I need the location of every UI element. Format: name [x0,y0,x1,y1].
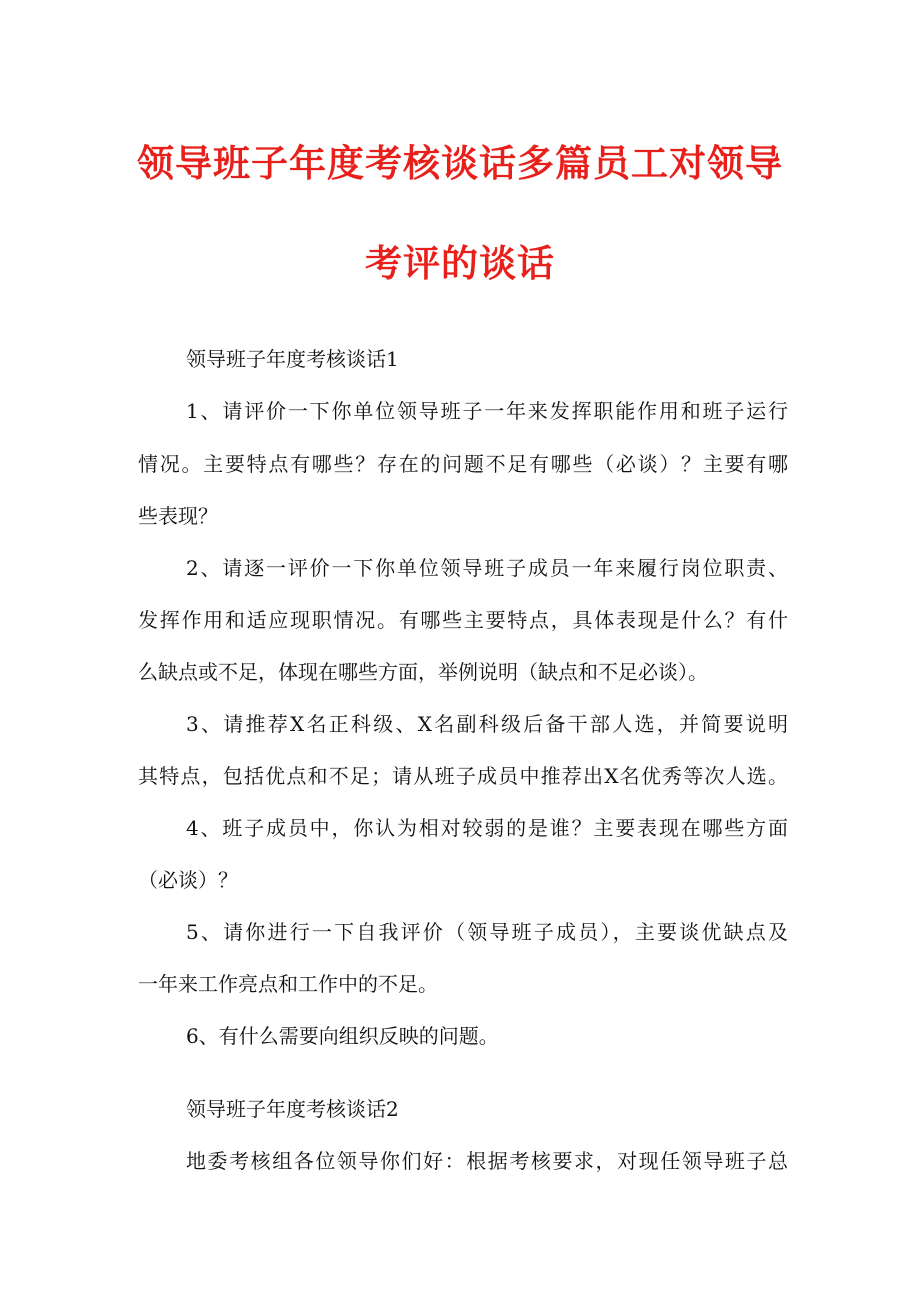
paragraph-line: 么缺点或不足，体现在哪些方面，举例说明（缺点和不足必谈）。 [138,660,708,684]
paragraph-line: 3、请推荐X名正科级、X名副科级后备干部人选，并简要说明 [186,712,788,736]
paragraph-line: 6、有什么需要向组织反映的问题。 [186,1024,499,1048]
paragraph-line: 些表现？ [138,504,218,528]
section-heading-2: 领导班子年度考核谈话2 [186,1097,399,1121]
paragraph-line: 情况。主要特点有哪些？存在的问题不足有哪些（必谈）？主要有哪 [138,452,788,476]
paragraph-line: 一年来工作亮点和工作中的不足。 [138,972,438,996]
paragraph-line: 发挥作用和适应现职情况。有哪些主要特点，具体表现是什么？有什 [138,608,788,632]
paragraph-line: 4、班子成员中，你认为相对较弱的是谁？主要表现在哪些方面 [186,816,788,840]
paragraph-line: （必谈）？ [138,868,238,892]
document-title-line-1: 领导班子年度考核谈话多篇员工对领导 [137,142,783,185]
document-title-line-2: 考评的谈话 [365,242,555,285]
paragraph-line: 5、请你进行一下自我评价（领导班子成员），主要谈优缺点及 [186,920,788,944]
section-heading-1: 领导班子年度考核谈话1 [186,347,399,371]
paragraph-line: 其特点，包括优点和不足；请从班子成员中推荐出X名优秀等次人选。 [138,764,788,788]
paragraph-line: 2、请逐一评价一下你单位领导班子成员一年来履行岗位职责、 [186,556,788,580]
paragraph-line: 地委考核组各位领导你们好：根据考核要求，对现任领导班子总 [186,1149,788,1173]
paragraph-line: 1、请评价一下你单位领导班子一年来发挥职能作用和班子运行 [186,399,788,423]
